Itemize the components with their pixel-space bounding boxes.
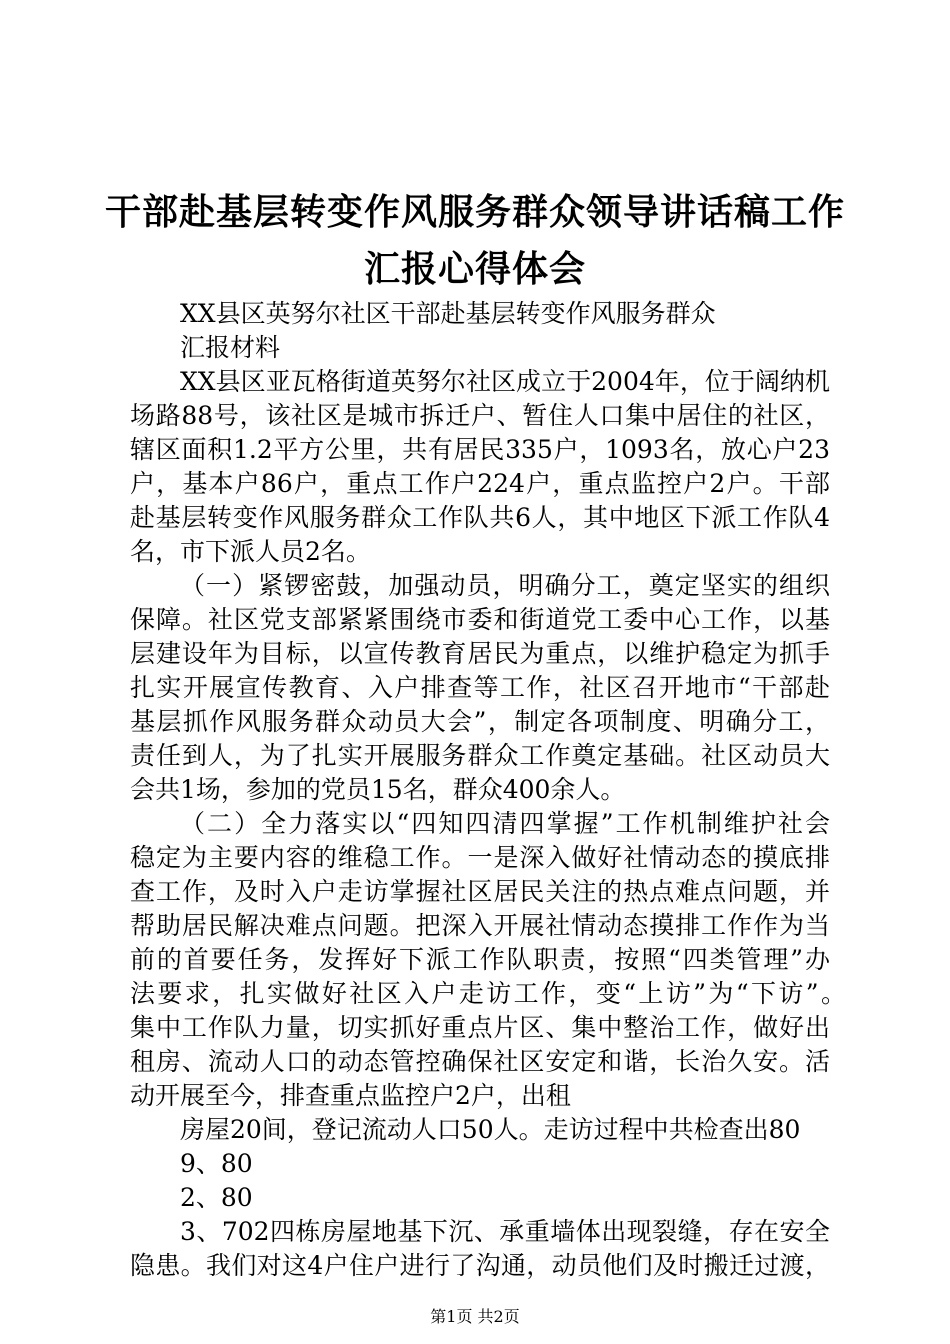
body-line: 名，市下派人员2名。	[130, 537, 371, 566]
body-line: 户，基本户86户，重点工作户224户，重点监控户2户。干部	[130, 469, 830, 498]
document-title-line-2: 汇报心得体会	[363, 248, 586, 290]
body-line: 3、702四栋房屋地基下沉、承重墙体出现裂缝，存在安全	[180, 1217, 830, 1246]
body-line: 赴基层转变作风服务群众工作队共6人，其中地区下派工作队4	[130, 503, 830, 532]
body-line: 9、80	[180, 1149, 253, 1178]
body-line: 集中工作队力量，切实抓好重点片区、集中整治工作，做好出	[130, 1013, 830, 1042]
body-line: 基层抓作风服务群众动员大会”，制定各项制度、明确分工，	[130, 707, 830, 736]
body-line: 辖区面积1.2平方公里，共有居民335户，1093名，放心户23	[130, 435, 830, 464]
body-line: 层建设年为目标，以宣传教育居民为重点，以维护稳定为抓手	[130, 639, 830, 668]
body-line: 2、80	[180, 1183, 253, 1212]
body-line: （二）全力落实以“四知四清四掌握”工作机制维护社会	[180, 809, 830, 838]
body-line: 租房、流动人口的动态管控确保社区安定和谐，长治久安。活	[130, 1047, 830, 1076]
body-line: （一）紧锣密鼓，加强动员，明确分工，奠定坚实的组织	[180, 571, 830, 600]
body-line: 前的首要任务，发挥好下派工作队职责，按照“四类管理”办	[130, 945, 830, 974]
subtitle-line: XX县区英努尔社区干部赴基层转变作风服务群众	[180, 299, 716, 328]
body-line: XX县区亚瓦格街道英努尔社区成立于2004年，位于阔纳机	[180, 367, 830, 396]
body-line: 责任到人，为了扎实开展服务群众工作奠定基础。社区动员大	[130, 741, 830, 770]
document-title-line-1: 干部赴基层转变作风服务群众领导讲话稿工作	[104, 191, 845, 233]
body-line: 房屋20间，登记流动人口50人。走访过程中共检查出80	[180, 1115, 801, 1144]
body-line: 隐患。我们对这4户住户进行了沟通，动员他们及时搬迁过渡，	[130, 1251, 830, 1280]
page-footer: 第1页 共2页	[430, 1307, 520, 1326]
body-line: 动开展至今，排查重点监控户2户，出租	[130, 1081, 571, 1110]
subtitle-line: 汇报材料	[180, 333, 281, 362]
body-line: 会共1场，参加的党员15名，群众400余人。	[130, 775, 626, 804]
body-line: 扎实开展宣传教育、入户排查等工作，社区召开地市“干部赴	[130, 673, 830, 702]
body-line: 帮助居民解决难点问题。把深入开展社情动态摸排工作作为当	[130, 911, 830, 940]
body-line: 稳定为主要内容的维稳工作。一是深入做好社情动态的摸底排	[130, 843, 830, 872]
body-line: 查工作，及时入户走访掌握社区居民关注的热点难点问题，并	[130, 877, 830, 906]
body-line: 法要求，扎实做好社区入户走访工作，变“上访”为“下访”。	[130, 979, 846, 1008]
body-line: 保障。社区党支部紧紧围绕市委和街道党工委中心工作，以基	[130, 605, 830, 634]
body-line: 场路88号，该社区是城市拆迁户、暂住人口集中居住的社区，	[130, 401, 830, 430]
